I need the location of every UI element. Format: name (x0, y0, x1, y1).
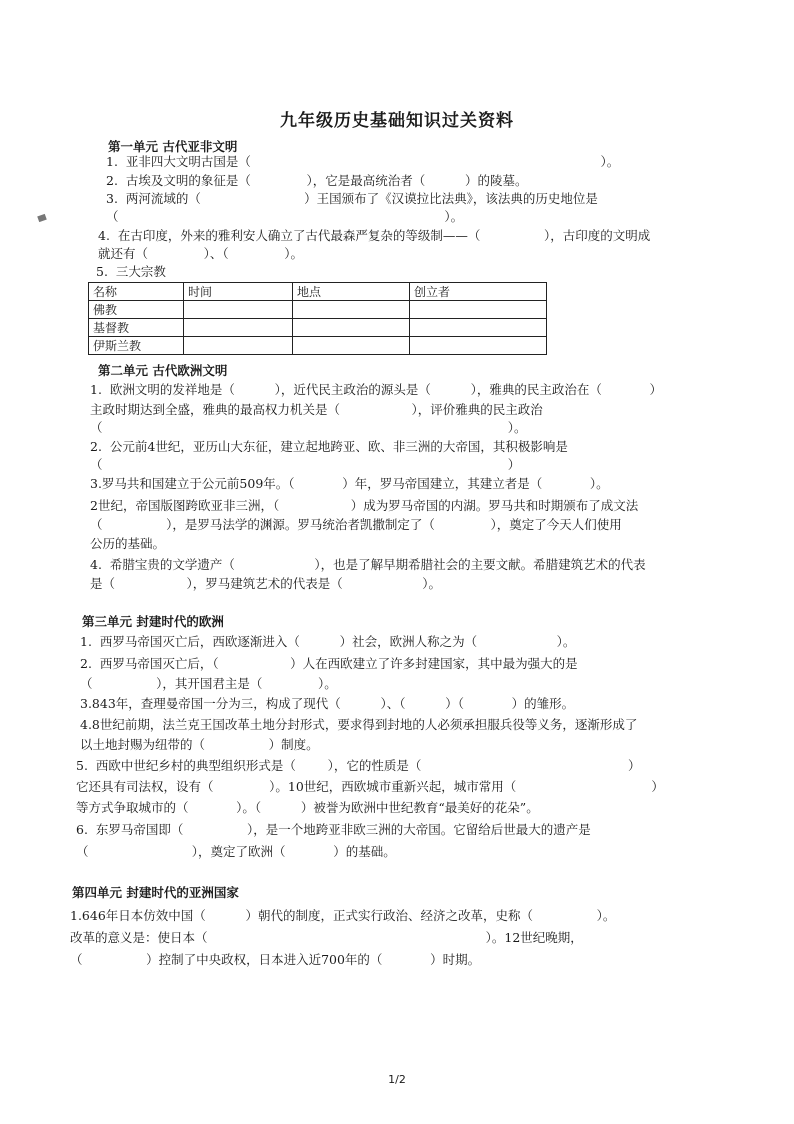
unit2-line-1: 1. 欧洲文明的发祥地是（ ），近代民主政治的源头是（ ），雅典的民主政治在（ ） (90, 382, 663, 397)
table-cell-name: 伊斯兰教 (89, 337, 184, 355)
unit1-line-3: 3. 两河流域的（ ）王国颁布了《汉谟拉比法典》，该法典的历史地位是 (106, 191, 598, 206)
unit1-line-2: 2. 古埃及文明的象征是（ ），它是最高统治者（ ）的陵墓。 (106, 173, 528, 188)
table-cell (293, 319, 410, 337)
table-header-cell: 名称 (89, 283, 184, 301)
unit3-line-4: 3.843年，查理曼帝国一分为三，构成了现代（ ）、（ ）（ ）的雏形。 (80, 696, 575, 711)
religions-table (88, 282, 547, 355)
unit2-line-5: （ ） (90, 457, 521, 472)
unit2-line-2: 主政时期达到全盛，雅典的最高权力机关是（ ），评价雅典的民主政治 (90, 402, 543, 417)
unit3-line-9: 等方式争取城市的（ ）。（ ）被誉为欧洲中世纪教育“最美好的花朵”。 (76, 800, 539, 815)
table-cell (184, 301, 293, 319)
unit1-line-4: （ ）。 (106, 209, 464, 224)
unit3-line-1: 1. 西罗马帝国灭亡后，西欧逐渐进入（ ）社会，欧洲人称之为（ ）。 (80, 634, 576, 649)
unit2-line-6: 3.罗马共和国建立于公元前509年。（ ）年，罗马帝国建立，其建立者是（ ）。 (90, 476, 609, 491)
unit2-line-10: 4. 希腊宝贵的文学遗产（ ），也是了解早期希腊社会的主要文献。希腊建筑艺术的代表 (90, 557, 646, 572)
unit1-line-5: 4. 在古印度，外来的雅利安人确立了古代最森严复杂的等级制——（ ），古印度的文明成 (98, 228, 651, 243)
unit4-heading: 第四单元 封建时代的亚洲国家 (72, 885, 239, 900)
unit1-line-1: 1. 亚非四大文明古国是（ ）。 (106, 154, 620, 169)
unit2-line-7: 2世纪，帝国版图跨欧亚非三洲，（ ）成为罗马帝国的内湖。罗马共和时期颁布了成文法 (90, 498, 639, 513)
unit3-line-11: （ ），奠定了欧洲（ ）的基础。 (76, 844, 396, 859)
table-cell-name: 基督教 (89, 319, 184, 337)
unit3-line-3: （ ），其开国君主是（ ）。 (80, 676, 337, 691)
table-cell (410, 319, 547, 337)
table-cell (293, 301, 410, 319)
table-cell (184, 319, 293, 337)
unit2-line-11: 是（ ），罗马建筑艺术的代表是（ ）。 (90, 576, 441, 591)
unit2-line-4: 2. 公元前4世纪，亚历山大东征，建立起地跨亚、欧、非三洲的大帝国，其积极影响是 (90, 439, 568, 454)
unit3-line-5: 4.8世纪前期，法兰克王国改革土地分封形式，要求得到封地的人必须承担服兵役等义务，逐渐形成了 (80, 717, 638, 732)
unit2-line-9: 公历的基础。 (90, 536, 166, 551)
table-cell (410, 301, 547, 319)
unit3-line-2: 2. 西罗马帝国灭亡后，（ ）人在西欧建立了许多封建国家，其中最为强大的是 (80, 656, 578, 671)
unit3-heading: 第三单元 封建时代的欧洲 (82, 614, 224, 629)
table-cell (410, 337, 547, 355)
page-number: 1/2 (388, 1073, 406, 1086)
page-title: 九年级历史基础知识过关资料 (280, 111, 514, 131)
unit1-line-6: 就还有（ ）、（ ）。 (98, 246, 304, 261)
unit2-line-8: （ ），是罗马法学的渊源。罗马统治者凯撒制定了（ ），奠定了今天人们使用 (90, 517, 622, 532)
table-cell-name: 佛教 (89, 301, 184, 319)
table-row (89, 319, 547, 337)
table-row (89, 337, 547, 355)
table-cell (293, 337, 410, 355)
unit4-line-2: 改革的意义是：使日本（ ）。12世纪晚期， (70, 930, 583, 945)
table-header-row (89, 283, 547, 301)
unit3-line-10: 6. 东罗马帝国即（ ），是一个地跨亚非欧三洲的大帝国。它留给后世最大的遗产是 (76, 822, 591, 837)
table-header-cell: 地点 (293, 283, 410, 301)
unit1-heading: 第一单元 古代亚非文明 (108, 139, 238, 154)
unit3-line-6: 以土地封赐为纽带的（ ）制度。 (80, 737, 319, 752)
unit4-line-1: 1.646年日本仿效中国（ ）朝代的制度，正式实行政治、经济之改革，史称（ ）。 (70, 908, 616, 923)
table-header-cell: 创立者 (410, 283, 547, 301)
unit2-line-3: （ ）。 (90, 420, 527, 435)
table-cell (184, 337, 293, 355)
unit1-line-7: 5. 三大宗教 (96, 264, 166, 279)
unit4-line-3: （ ）控制了中央政权，日本进入近700年的（ ）时期。 (70, 952, 481, 967)
table-header-cell: 时间 (184, 283, 293, 301)
scan-speck (37, 214, 47, 222)
table-row (89, 301, 547, 319)
unit3-line-8: 它还具有司法权，设有（ ）。10世纪，西欧城市重新兴起，城市常用（ ） (76, 779, 664, 794)
unit3-line-7: 5. 西欧中世纪乡村的典型组织形式是（ ），它的性质是（ ） (76, 758, 641, 773)
unit2-heading: 第二单元 古代欧洲文明 (98, 363, 228, 378)
